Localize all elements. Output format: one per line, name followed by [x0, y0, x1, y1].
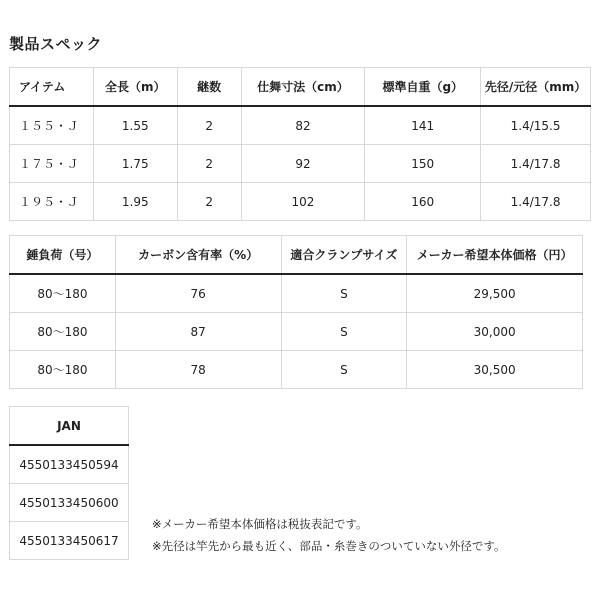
table-row	[10, 484, 129, 522]
jan-header-row	[10, 407, 129, 446]
price-cell-sinker-load: 80〜180	[10, 351, 116, 389]
footnote-price: ※メーカー希望本体価格は税抜表記です。	[152, 517, 368, 531]
spec-cell-sections: 2	[177, 106, 241, 145]
price-cell-price: 30,500	[407, 351, 583, 389]
spec-cell-weight: 141	[365, 106, 481, 145]
spec-cell-weight: 160	[365, 183, 481, 221]
spec-cell-sections: 2	[177, 145, 241, 183]
jan-code: 4550133450617	[10, 522, 129, 560]
spec-cell-length: 1.95	[93, 183, 177, 221]
footnotes	[152, 513, 505, 557]
price-header-clamp: 適合クランプサイズ	[281, 236, 407, 275]
jan-code: 4550133450594	[10, 445, 129, 484]
price-header-price: メーカー希望本体価格（円）	[407, 236, 583, 275]
spec-header-closed-length: 仕舞寸法（cm）	[241, 68, 365, 107]
spec-cell-closed-length: 82	[241, 106, 365, 145]
price-cell-carbon: 76	[115, 274, 281, 313]
price-header-carbon: カーボン含有率（%）	[115, 236, 281, 275]
page-title: 製品スペック	[9, 35, 103, 53]
table-row	[10, 351, 583, 389]
spec-cell-item: １５５・Ｊ	[10, 106, 94, 145]
spec-header-row	[10, 68, 591, 107]
table-row	[10, 274, 583, 313]
spec-cell-closed-length: 92	[241, 145, 365, 183]
jan-header: JAN	[10, 407, 129, 446]
price-cell-carbon: 87	[115, 313, 281, 351]
jan-table	[9, 406, 129, 560]
price-cell-clamp: S	[281, 274, 407, 313]
spec-cell-length: 1.55	[93, 106, 177, 145]
price-cell-clamp: S	[281, 313, 407, 351]
footnote-diameter: ※先径は竿先から最も近く、部品・糸巻きのついていない外径です。	[152, 539, 506, 553]
spec-cell-weight: 150	[365, 145, 481, 183]
price-header-row	[10, 236, 583, 275]
spec-cell-item: １７５・Ｊ	[10, 145, 94, 183]
table-row	[10, 445, 129, 484]
price-cell-price: 30,000	[407, 313, 583, 351]
price-table	[9, 235, 583, 389]
price-cell-price: 29,500	[407, 274, 583, 313]
price-cell-carbon: 78	[115, 351, 281, 389]
spec-header-item: アイテム	[10, 68, 94, 107]
table-row	[10, 145, 591, 183]
spec-table	[9, 67, 591, 221]
table-row	[10, 106, 591, 145]
spec-cell-closed-length: 102	[241, 183, 365, 221]
spec-cell-sections: 2	[177, 183, 241, 221]
spec-cell-diameter: 1.4/17.8	[481, 145, 591, 183]
spec-header-sections: 継数	[177, 68, 241, 107]
price-cell-sinker-load: 80〜180	[10, 274, 116, 313]
price-cell-clamp: S	[281, 351, 407, 389]
spec-cell-diameter: 1.4/17.8	[481, 183, 591, 221]
price-header-sinker-load: 錘負荷（号）	[10, 236, 116, 275]
table-row	[10, 522, 129, 560]
jan-code: 4550133450600	[10, 484, 129, 522]
spec-header-length: 全長（m）	[93, 68, 177, 107]
spec-cell-diameter: 1.4/15.5	[481, 106, 591, 145]
spec-cell-item: １９５・Ｊ	[10, 183, 94, 221]
spec-header-diameter: 先径/元径（mm）	[481, 68, 591, 107]
table-row	[10, 183, 591, 221]
price-cell-sinker-load: 80〜180	[10, 313, 116, 351]
spec-cell-length: 1.75	[93, 145, 177, 183]
spec-header-weight: 標準自重（g）	[365, 68, 481, 107]
table-row	[10, 313, 583, 351]
